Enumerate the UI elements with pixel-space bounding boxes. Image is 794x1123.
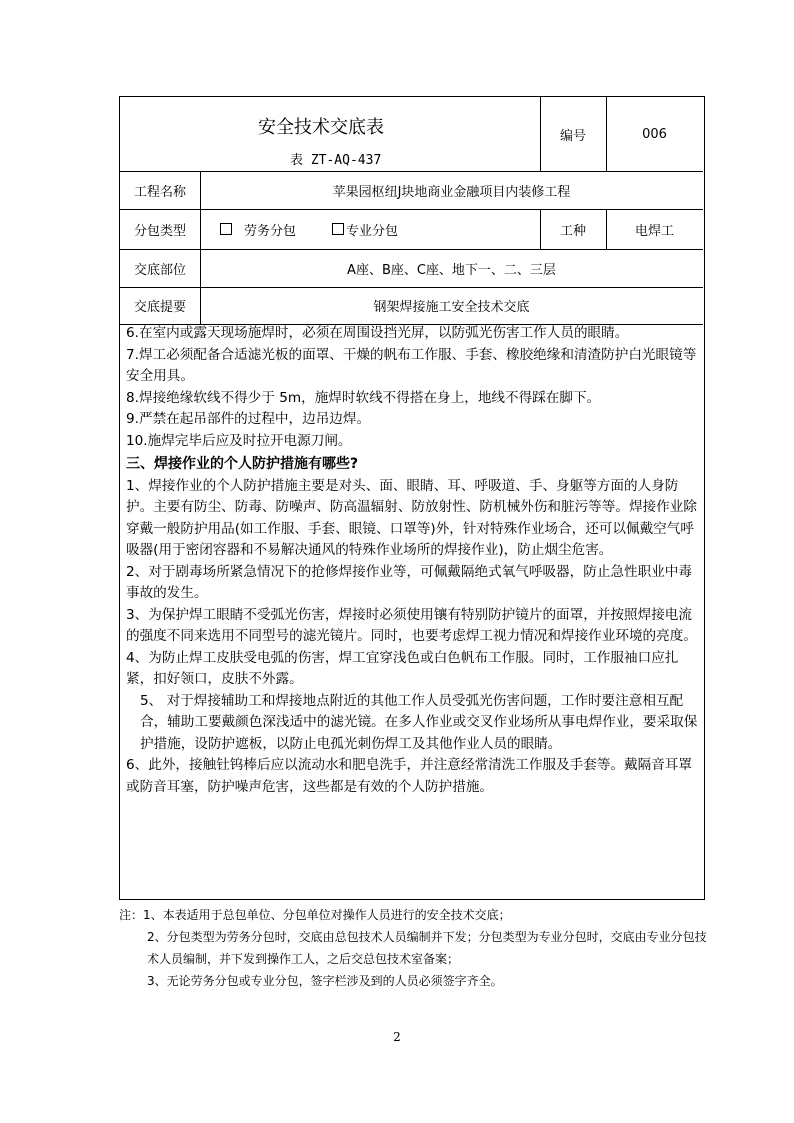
number-label: 编号 bbox=[559, 128, 586, 144]
content-paragraph: 5、 对于焊接辅助工和焊接地点附近的其他工作人员受弧光伤害问题，工作时要注意相互配合，辅助工要戴颜色深浅适中的滤光镜。在多人作业或交叉作业场所从事电焊作业，要采取保护措施，设防护遮板，以防止电孤光刺伤焊工及其他作业人员的眼睛。 bbox=[140, 692, 698, 752]
specialty-option-label: 专业分包 bbox=[346, 223, 399, 239]
note-item: 注：1、本表适用于总包单位、分包单位对操作人员进行的安全技术交底； bbox=[119, 908, 511, 922]
form-notes bbox=[119, 904, 709, 992]
note-item: 3、无论劳务分包或专业分包，签字栏涉及到的人员必须签字齐全。 bbox=[147, 974, 503, 988]
location-value: A座、B座、C座、地下一、二、三层 bbox=[347, 262, 556, 278]
content-paragraph: 4、为防止焊工皮肤受电弧的伤害，焊工宜穿浅色或白色帆布工作服。同时，工作服袖口应扎紧，扣好领口，皮肤不外露。 bbox=[126, 649, 679, 687]
note-item: 2、分包类型为劳务分包时，交底由总包技术人员编制并下发；分包类型为专业分包时，交底由专业分包技术人员编制，并下发到操作工人，之后交总包技术室备案； bbox=[147, 930, 707, 966]
labor-option-label: 劳务分包 bbox=[244, 223, 297, 239]
specialty-checkbox[interactable] bbox=[332, 223, 344, 235]
disclosure-content bbox=[126, 323, 704, 798]
project-label: 工程名称 bbox=[133, 184, 186, 200]
form-title: 安全技术交底表 bbox=[258, 117, 384, 138]
project-value: 苹果园枢纽J块地商业金融项目内装修工程 bbox=[332, 184, 571, 200]
content-paragraph: 3、为保护焊工眼睛不受弧光伤害，焊接时必须使用镶有特别防护镜片的面罩，并按照焊接电流的强度不同来选用不同型号的滤光镜片。同时，也要考虑焊工视力情况和焊接作业环境的亮度。 bbox=[126, 606, 697, 644]
summary-label: 交底提要 bbox=[133, 300, 186, 315]
disclosure-form bbox=[119, 96, 705, 900]
subcontract-options bbox=[220, 209, 540, 249]
subcontract-label: 分包类型 bbox=[133, 223, 186, 239]
labor-checkbox[interactable] bbox=[220, 223, 232, 235]
content-item: 6.在室内或露天现场施焊时，必须在周围设挡光屏，以防弧光伤害工作人员的眼睛。 bbox=[126, 325, 629, 341]
summary-value: 钢架焊接施工安全技术交底 bbox=[373, 300, 530, 315]
content-item: 10.施焊完毕后应及时拉开电源刀闸。 bbox=[126, 432, 352, 449]
content-item: 8.焊接绝缘软线不得少于 5m，施焊时软线不得搭在身上，地线不得踩在脚下。 bbox=[126, 389, 601, 406]
content-item: 9.严禁在起吊部件的过程中，边吊边焊。 bbox=[126, 411, 371, 427]
trade-label: 工种 bbox=[559, 223, 586, 239]
section-heading: 三、焊接作业的个人防护措施有哪些? bbox=[126, 456, 359, 472]
content-paragraph: 2、对于剧毒场所紧急情况下的抢修焊接作业等，可佩戴隔绝式氧气呼吸器，防止急性职业中毒事故的发生。 bbox=[126, 563, 692, 601]
content-paragraph: 6、此外，接触钍钨棒后应以流动水和肥皂洗手，并注意经常清洗工作服及手套等。戴隔音耳罩或防音耳塞，防护噪声危害，这些都是有效的个人防护措施。 bbox=[126, 757, 692, 795]
content-paragraph: 1、焊接作业的个人防护措施主要是对头、面、眼睛、耳、呼吸道、手、身躯等方面的人身防护。主要有防尘、防毒、防噪声、防高温辐射、防放射性、防机械外伤和脏污等等。焊接作业除穿戴一般防护用品(如工作服、手套、眼镜、口罩等)外，针对特殊作业场合，还可以佩戴空气呼吸器(用于密闭容器和不易解决通风的特殊作业场所的焊接作业)，防止烟尘危害。 bbox=[126, 477, 697, 558]
page-number: 2 bbox=[393, 1030, 401, 1044]
form-code: 表 ZT-AQ-437 bbox=[290, 153, 382, 168]
location-label: 交底部位 bbox=[133, 262, 186, 278]
number-value: 006 bbox=[642, 126, 667, 142]
content-item: 7.焊工必须配备合适滤光板的面罩、干燥的帆布工作服、手套、橡胶绝缘和清渣防护白光眼镜等安全用具。 bbox=[126, 346, 697, 384]
trade-value: 电焊工 bbox=[634, 223, 674, 239]
